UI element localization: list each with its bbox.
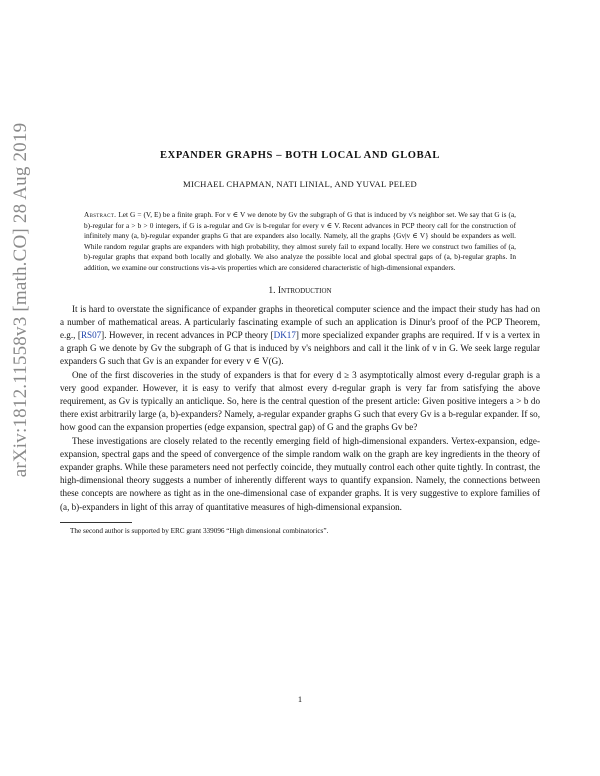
paper-page (60, 150, 540, 535)
paragraph-1-text-c: ] more specialized expander graphs are required. If v is a vertex in a graph G we denote by Gv the subgraph of G that is induced by v's neighbors and call it the link of v in G. We seek large regular expanders G such that Gv is an expander for every v ∈ V(G). (60, 329, 540, 367)
citation-rs07-link[interactable]: RS07 (80, 329, 102, 340)
citation-dk17-link[interactable]: DK17 (273, 329, 296, 340)
abstract-label: Abstract. (84, 210, 117, 219)
paper-authors: MICHAEL CHAPMAN, NATI LINIAL, AND YUVAL PELED (183, 179, 417, 189)
abstract (84, 210, 516, 274)
paper-title: EXPANDER GRAPHS – BOTH LOCAL AND GLOBAL (160, 150, 440, 161)
footnote: The second author is supported by ERC grant 339096 “High dimensional combinatorics”. (70, 526, 329, 535)
arxiv-stamp-text: arXiv:1812.11558v3 [math.CO] 28 Aug 2019 (10, 122, 31, 478)
section-title: Introduction (277, 285, 332, 296)
section-body (60, 303, 540, 514)
section-number: 1. (268, 285, 276, 296)
paragraph-1-text-a: It is hard to overstate the significance of expander graphs in theoretical computer science and the impact their study has had on a number of mathematical areas. A particularly fascinating example of such an application is Dinur's proof of the PCP Theorem, e.g., [ (60, 303, 540, 340)
paragraph-3: These investigations are closely related to the recently emerging field of high-dimensional expanders. Vertex-expansion, edge-expansion, spectral gaps and the speed of convergence of the simple random walk on the graph are key ingredients in the theory of expander graphs. While these parameters need not perfectly coincide, they mutually control each other quite tightly. In contrast, the high-dimensional theory suggests a number of inherently different ways to quantify expansion. Namely, the connections between these concepts are nowhere as tight as in the one-dimensional case of expander graphs. It is very suggestive to explore families of (a, b)-expanders in light of this array of quantitative measures of high-dimensional expansion. (60, 435, 540, 512)
abstract-text: Let G = (V, E) be a finite graph. For v ∈ V we denote by Gv the subgraph of G that is induced by v's neighbor set. We say that G is (a, b)-regular for a > b > 0 integers, if G is a-regular and Gv is b-regular for every v ∈ V. Recent advances in PCP theory call for the construction of infinitely many (a, b)-regular expander graphs G that are expanders also locally. Namely, all the graphs {Gv|v ∈ V} should be expanders as well. While random regular graphs are expanders with high probability, they almost surely fail to expand locally. Here we construct two families of (a, b)-regular graphs that expand both locally and globally. We also analyze the possible local and global spectral gaps of (a, b)-regular graphs. In addition, we examine our constructions vis-a-vis properties which are considered characteristic of high-dimensional expanders. (84, 210, 517, 272)
arxiv-stamp (6, 10, 36, 590)
footnote-rule (60, 522, 132, 523)
paragraph-2: One of the first discoveries in the study of expanders is that for every d ≥ 3 asymptotically almost every d-regular graph is a very good expander. However, it is easy to verify that almost every d-regular graph is very far from satisfying the above requirement, as Gv is typically an anticlique. So, here is the central question of the present article: Given positive integers a > b do there exist arbitrarily large (a, b)-expanders? Namely, a-regular expander graphs G such that every Gv is a b-regular expander. If so, how good can the expansion properties (edge expansion, spectral gap) of G and the graphs Gv be? (60, 369, 540, 433)
page-number: 1 (297, 694, 303, 704)
paragraph-1-text-b: ]. However, in recent advances in PCP theory [ (101, 329, 274, 340)
section-heading (60, 286, 540, 296)
paragraph-1 (60, 303, 540, 369)
